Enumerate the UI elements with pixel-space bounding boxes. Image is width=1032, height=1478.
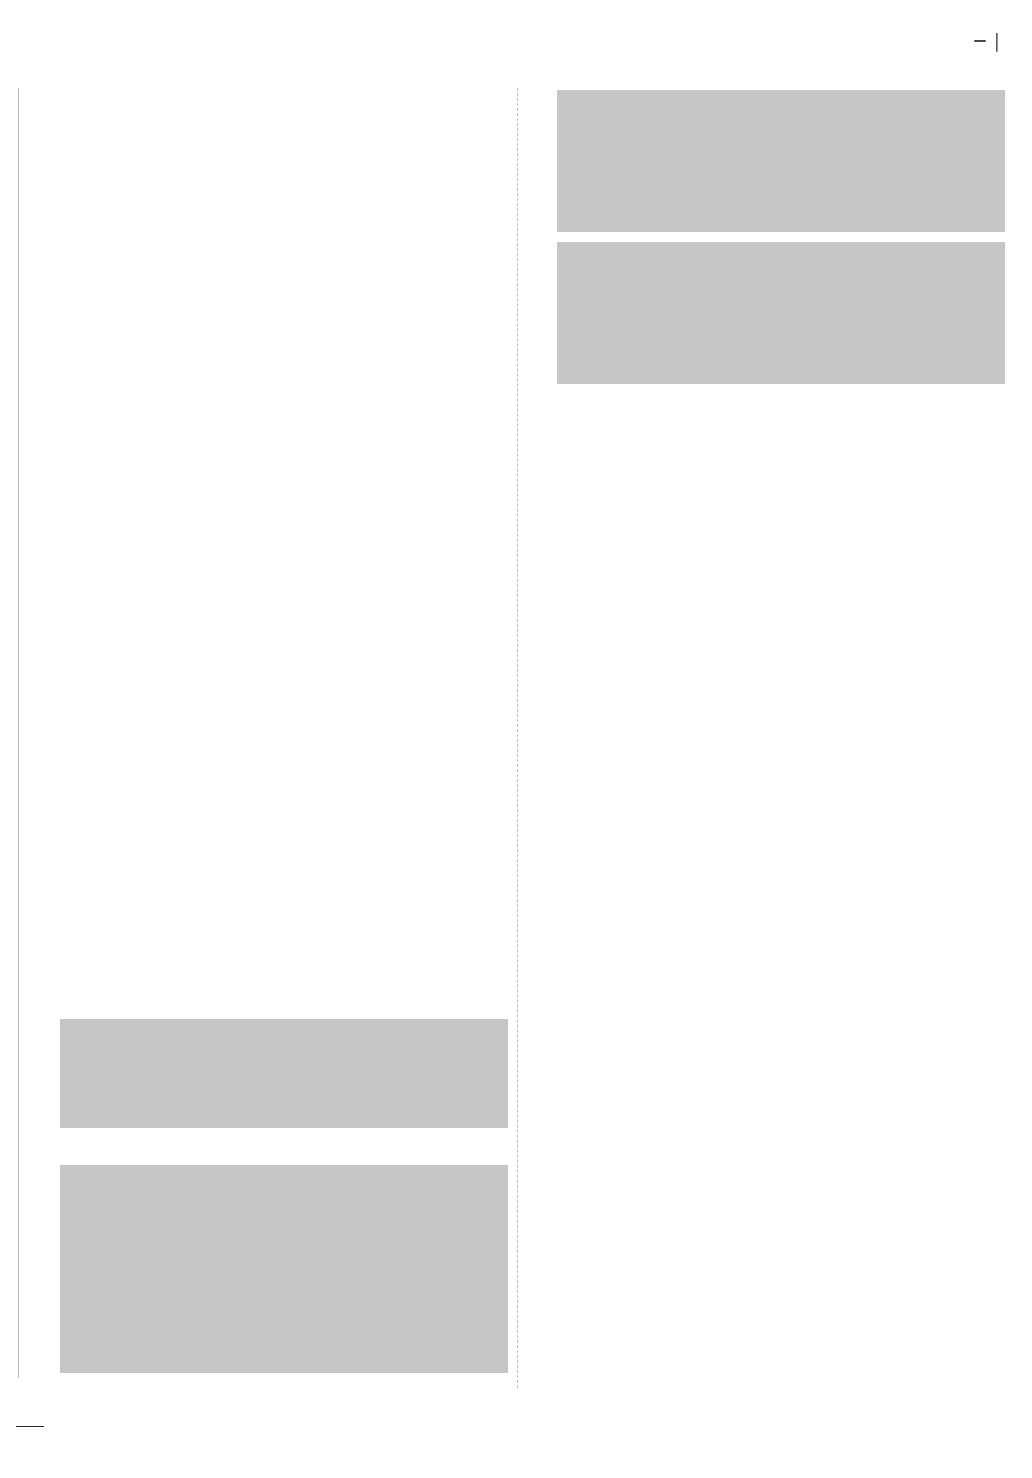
note-line	[62, 1235, 504, 1268]
note-line	[62, 1169, 504, 1202]
note-line	[559, 246, 1001, 279]
essay-line	[30, 652, 508, 685]
answer-line	[30, 785, 508, 818]
answer-line	[30, 318, 508, 351]
answer-line	[527, 561, 1005, 594]
margin-rule	[18, 88, 19, 1378]
listening-answers	[30, 785, 508, 919]
note-30	[60, 1165, 508, 1373]
note-line	[62, 1089, 504, 1122]
answer-line	[30, 251, 508, 284]
answer-line	[527, 594, 1005, 627]
header-separator: |	[993, 30, 1000, 52]
essay-line	[30, 585, 508, 618]
note-line	[62, 1056, 504, 1089]
answer-line	[527, 494, 1005, 527]
listening-heading	[30, 752, 508, 785]
answer-line	[30, 117, 508, 150]
essay-line	[30, 685, 508, 718]
answer-line	[30, 819, 508, 852]
essay-line	[30, 518, 508, 551]
grade-badge	[974, 40, 986, 42]
answer-line	[30, 385, 508, 418]
note-line	[62, 1301, 504, 1334]
answer-line	[30, 418, 508, 451]
answer-line	[30, 151, 508, 184]
answer-lines-7-12	[30, 84, 508, 485]
note-line	[62, 1023, 504, 1056]
answer-line	[527, 528, 1005, 561]
answer-line	[30, 184, 508, 217]
module-title	[30, 718, 508, 752]
answer-line	[30, 218, 508, 251]
answer-line	[30, 84, 508, 117]
note-line	[559, 160, 1001, 193]
note-line	[62, 1334, 504, 1367]
footer-rule	[16, 1426, 44, 1427]
answer-line	[30, 284, 508, 317]
essay-line	[30, 551, 508, 584]
writing-heading	[30, 919, 508, 952]
page-header	[974, 30, 1004, 52]
answer-line	[30, 985, 508, 1018]
note-line	[559, 193, 1001, 226]
answer-line	[30, 451, 508, 484]
right-column	[527, 84, 1005, 661]
note-line	[559, 127, 1001, 160]
note-line	[559, 345, 1001, 378]
essay-line	[30, 618, 508, 651]
answer-line	[527, 461, 1005, 494]
answer-line	[527, 628, 1005, 661]
essay-section-13	[30, 485, 508, 719]
note-line	[559, 279, 1001, 312]
note-27	[60, 1019, 508, 1128]
answer-line	[30, 952, 508, 985]
note-35	[557, 242, 1005, 384]
answer-line	[30, 886, 508, 919]
note-34	[557, 90, 1005, 232]
writing-answers	[30, 952, 508, 1019]
answer-line	[30, 1132, 508, 1165]
note-line	[559, 312, 1001, 345]
column-divider	[517, 88, 518, 1388]
note-line	[559, 94, 1001, 127]
note-line	[62, 1202, 504, 1235]
answer-line	[527, 427, 1005, 460]
left-column	[30, 84, 508, 1409]
answer-line	[30, 1375, 508, 1408]
answer-line	[30, 852, 508, 885]
page-footer	[6, 1414, 44, 1436]
note-line	[62, 1268, 504, 1301]
answer-lines-7-12	[527, 394, 1005, 661]
answer-line	[527, 394, 1005, 427]
answer-line	[30, 351, 508, 384]
essay-line	[30, 485, 508, 518]
